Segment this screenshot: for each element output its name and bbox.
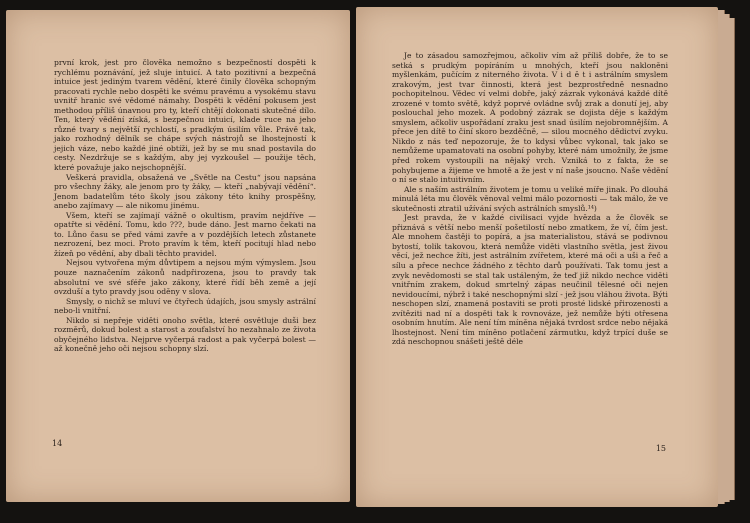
paragraph: Veškerá pravidla, obsažená ve „Světle na Cestu“ jsou napsána pro všechny žáky, ale jenom pro ty žáky, — kteří „nabývají vědění“. Jenom badatelům této školy jsou zákony této knihy prospěšny, anebo zajímavy — ale nikomu jinému. bbox=[54, 172, 316, 211]
page-number-right: 15 bbox=[655, 444, 666, 453]
paragraph: Je to zásadou samozřejmou, ačkoliv vím až příliš dobře, že to se setká s prudkým popíráním u mnohých, kteří jsou nakloněni myšlenkám, pučícím z niterného života. V i d ě t i astrálním smyslem zrakovým, jest tvar činnosti, která jest bezprostředně nesnadno pochopitelnou. Vědec ví velmi dobře, jaký zázrak vykonává každé dítě zrozené v tomto světě, když poprvé ovládne svůj zrak a donutí jej, aby poslouchal jeho mozek. A podobný zázrak se dojista děje s každým smyslem, ačkoliv uspořádaní zraku jest snad úsilím nejobromnějším. A přece jen dítě to činí skoro bezděčně, — silou mocného dědictví zvyku. Nikdo z nás teď nepozoruje, že to kdysi vůbec vykonal, tak jako se nemůžeme upamatovati na osobní pohyby, které nám umožnily, že jsme před rokem vystoupili na nějaký vrch. Vzniká to z fakta, že se pohybujeme a žijeme ve hmotě a že jest v ní naše jsoucno. Naše vědění o ní se stalo intuitivním. bbox=[392, 51, 668, 185]
page-edge bbox=[729, 18, 735, 500]
paragraph: Nikdo si nepřeje viděti onoho světla, které osvětluje duši bez rozměrů, dokud bolest a starost a zoufalství ho nezahnalo ze života obyčejného lidstva. Nejprve vyčerpá radost a pak vyčerpá bolest — až konečně jeho oči nejsou schopny slzí. bbox=[54, 315, 316, 354]
left-page-text bbox=[54, 58, 316, 354]
page-number-left: 14 bbox=[52, 439, 63, 448]
paragraph: Jest pravda, že v každé civilisaci vyjde hvězda a že člověk se přiznává s větší nebo menší pošetilostí nebo zmatkem, že ví, čím jest. Ale mnohem častěji to popírá, a jsa materialistou, stává se podivnou bytostí, tolik takovou, která nemůže viděti vlastního světla, jest živou věcí, jež nechce žíti, jest astrálním zvířetem, které má oči a uši a řeč a sílu a přece nechce žádného z těchto darů používati. Tak tomu jest a zvyk nevědomosti se stal tak ustáleným, že teď již nikdo nechce viděti vnitřním zrakem, dokud smrtelný zápas neučinil tělesné oči nejen nevidoucími, nýbrž i také neschopnými slzí - jež jsou vláhou života. Býti neschopen slzí, znamená postaviti se proti prosté lidské přirozenosti a zvítěziti nad ní a dospěti tak k rovnováze, jež nemůže býti otřesena osobním hnutím. Ale není tím míněna nějaká tvrdost srdce nebo nějaká lhostejnost. Není tím míněno potlačení zármutku, když trpící duše se zdá neschopnou snášeti ještě déle bbox=[392, 213, 668, 347]
paragraph: Nejsou vytvořena mým důvtipem a nejsou mým výmyslem. Jsou pouze naznačením zákonů nadpřirozena, jsou to pravdy tak absolutní ve své sféře jako zákony, které řídí běh země a její ovzduší a tyto pravdy jsou oděny v slova. bbox=[54, 258, 316, 297]
right-page-text bbox=[392, 51, 668, 347]
paragraph: Ale s naším astrálním životem je tomu u veliké míře jinak. Po dlouhá minulá léta mu člověk věnoval velmi málo pozornosti — tak málo, že ve skutečnosti ztratil užívání svých astrálních smyslů.¹⁴) bbox=[392, 184, 668, 213]
paragraph: Smysly, o nichž se mluví ve čtyřech údajích, jsou smysly astrální nebo-li vnitřní. bbox=[54, 296, 316, 316]
paragraph: Všem, kteří se zajímají vážně o okultism, pravím nejdříve — opatřte si vědění. Tomu, kdo ???, bude dáno. Jest marno čekati na to. Lůno času se před vámi zavře a v pozdějších letech zůstanete nezrození, bez moci. Proto pravím k těm, kteří pocitují hlad nebo žízeň po vědění, aby dbali těchto pravidel. bbox=[54, 210, 316, 258]
right-page bbox=[356, 7, 718, 507]
left-page bbox=[6, 10, 350, 502]
paragraph: první krok, jest pro člověka nemožno s bezpečností dospěti k rychlému poznávání, jež sluje intuicí. A tato pozitivní a bezpečná intuice jest jediným tvarem vědění, které činily člověka schopným pracovati rychle nebo dospěti ke svému pravému a vysokému stavu uvnitř hranic své vědomé námahy. Dospěti k vědění pokusem jest methodou příliš únavnou pro ty, kteří chtějí dokonati skutečné dílo. Ten, který vědění získá, s bezpečnou intuicí, klade ruce na jeho různé tvary s největší rychlostí, s pradkým úsilím vůle. Právě tak, jako rozhodný dělník se chápe svých nástrojů se lhostejností k jejich váze, nebo každé jiné obtíži, jež by se mu snad postavila do cesty. Nezdržuje se s každým, aby jej vyzkoušel — použije těch, které považuje jako nejschopnější. bbox=[54, 58, 316, 173]
